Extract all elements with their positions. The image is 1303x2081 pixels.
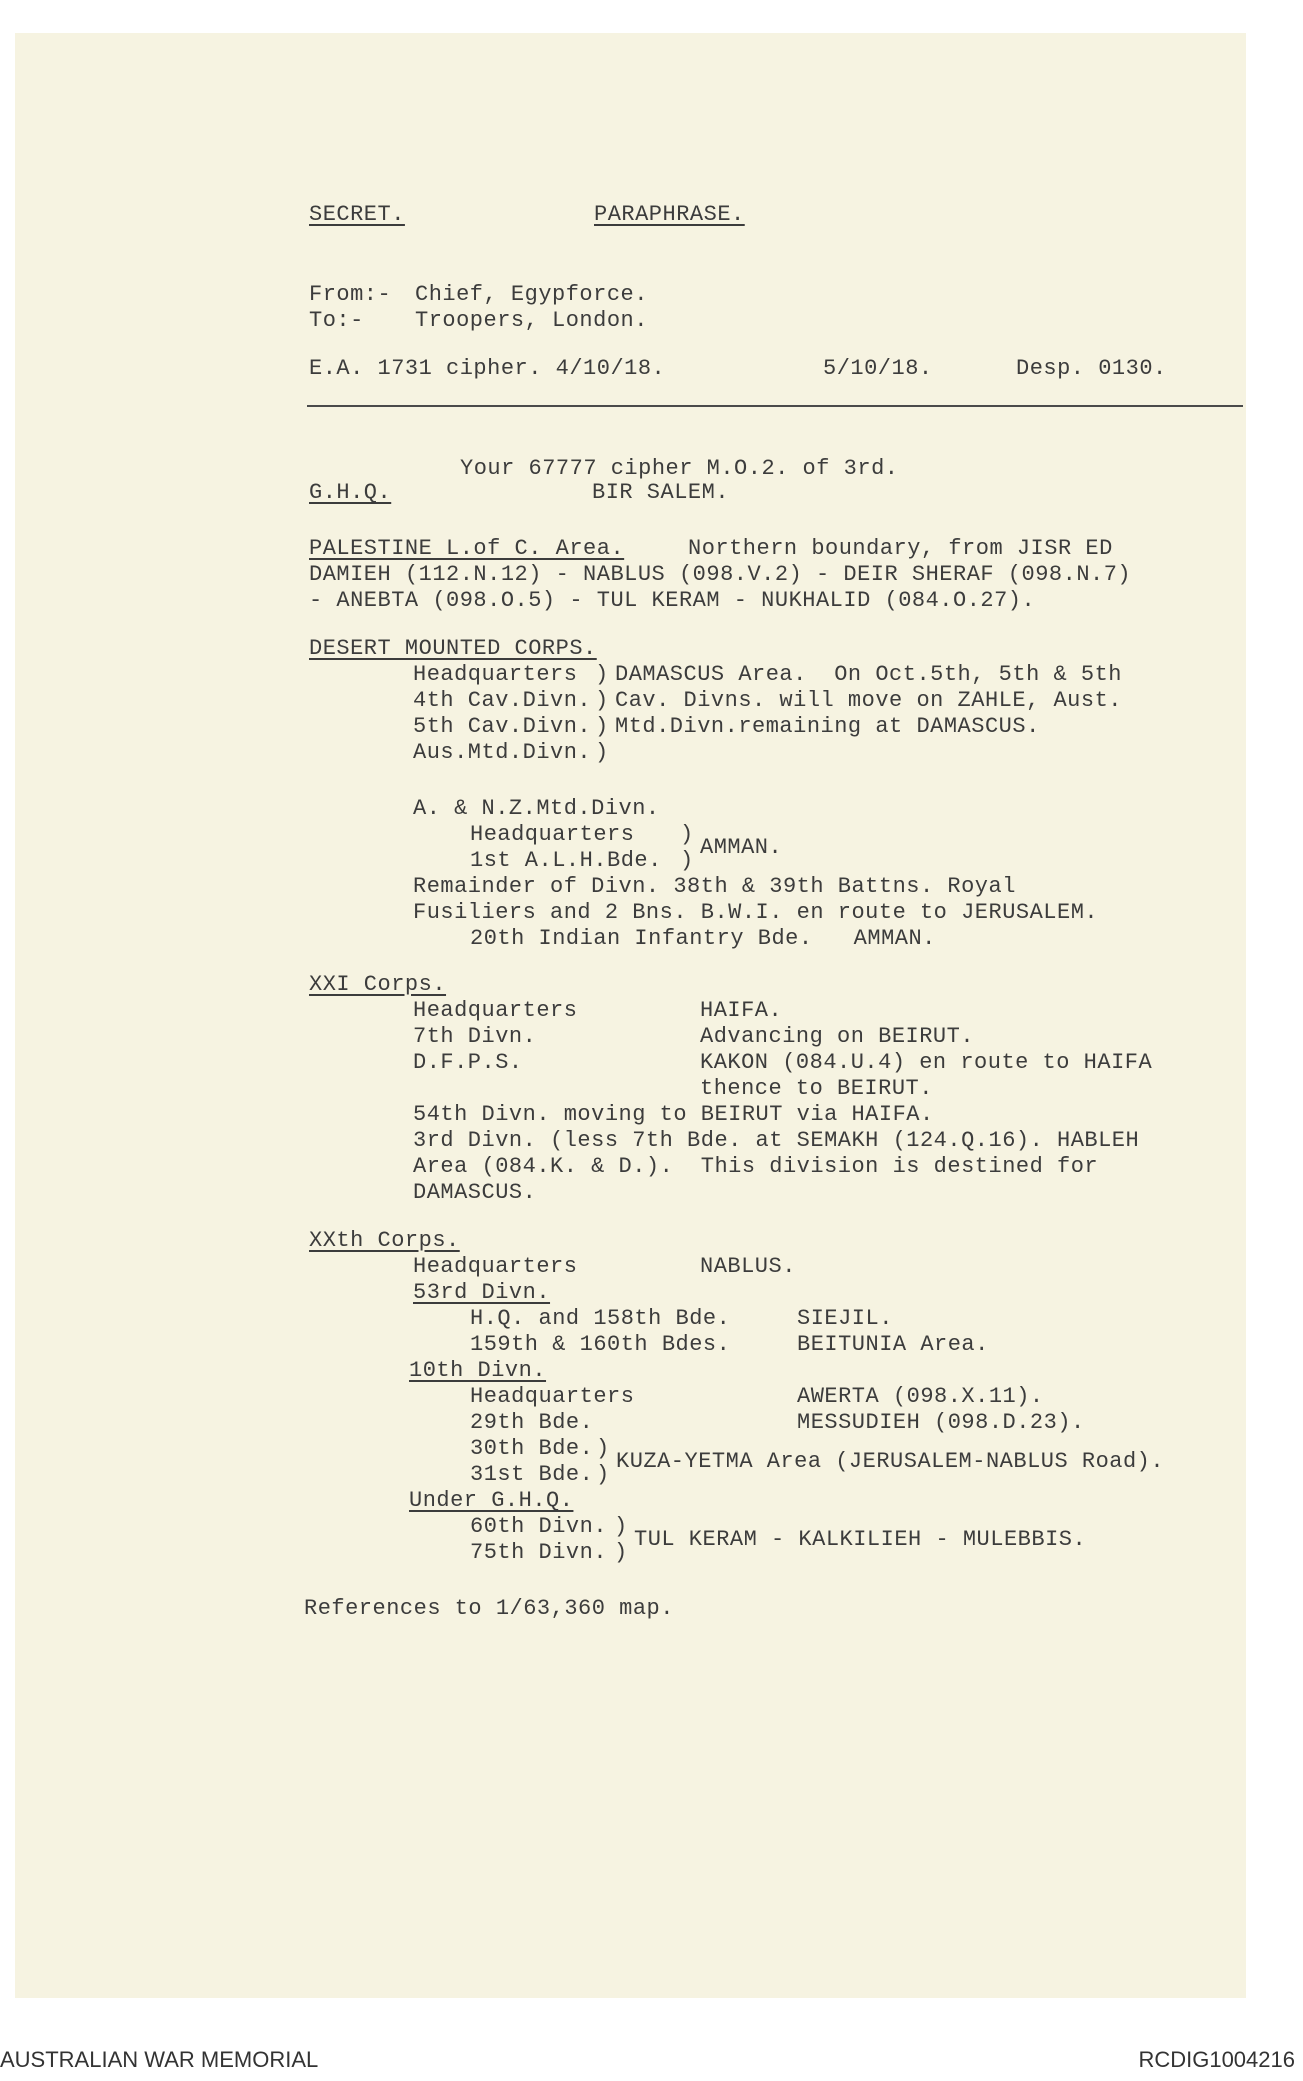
anz-location: AMMAN. [700, 835, 783, 860]
from-value: Chief, Egypforce. [415, 282, 648, 307]
dmc-label: DESERT MOUNTED CORPS. [309, 636, 597, 661]
xxi-thence: thence to BEIRUT. [700, 1076, 933, 1101]
div10-unit: Headquarters [470, 1384, 635, 1409]
dmc-unit: 5th Cav.Divn. [413, 714, 592, 739]
intro-line: Your 67777 cipher M.O.2. of 3rd. [460, 456, 899, 481]
div10-bde-31: 31st Bde. [470, 1462, 594, 1487]
div10-location: MESSUDIEH (098.D.23). [797, 1410, 1085, 1435]
footer-source: AUSTRALIAN WAR MEMORIAL [0, 2047, 319, 2072]
palestine-line-2: DAMIEH (112.N.12) - NABLUS (098.V.2) - DEIR SHERAF (098.N.7) [309, 562, 1132, 587]
div10-unit: 29th Bde. [470, 1410, 594, 1435]
div10-bde-30: 30th Bde. [470, 1436, 594, 1461]
xxi-status: HAIFA. [700, 998, 783, 1023]
brace-mark: ) ) [596, 1436, 610, 1487]
palestine-label: PALESTINE L.of C. Area. [309, 536, 625, 561]
xxi-label: XXI Corps. [309, 972, 447, 997]
palestine-line-3: - ANEBTA (098.O.5) - TUL KERAM - NUKHALID (084.O.27). [309, 588, 1036, 613]
brace-mark: ) ) [680, 822, 694, 873]
anz-unit: Headquarters [470, 822, 635, 847]
ghq-div60: 60th Divn. [470, 1514, 608, 1539]
anz-title: A. & N.Z.Mtd.Divn. [413, 796, 660, 821]
brace-mark: ) ) ) ) [595, 662, 609, 765]
xxi-div3-line-1: 3rd Divn. (less 7th Bde. at SEMAKH (124.Q.16). HABLEH [413, 1128, 1140, 1153]
paraphrase-heading: PARAPHRASE. [594, 202, 745, 227]
dmc-remainder-1: Remainder of Divn. 38th & 39th Battns. Royal [413, 874, 1016, 899]
palestine-line-1: Northern boundary, from JISR ED [688, 536, 1113, 561]
footer-identifier: RCDIG1004216 [1138, 2047, 1295, 2072]
dmc-note: Cav. Divns. will move on ZAHLE, Aust. [615, 688, 1122, 713]
xx-hq-unit: Headquarters [413, 1254, 578, 1279]
dmc-remainder-2: Fusiliers and 2 Bns. B.W.I. en route to JERUSALEM. [413, 900, 1099, 925]
div53-unit: 159th & 160th Bdes. [470, 1332, 731, 1357]
cipher-reference: E.A. 1731 cipher. 4/10/18. [309, 356, 666, 381]
dmc-unit: Headquarters [413, 662, 578, 687]
dmc-note: Mtd.Divn.remaining at DAMASCUS. [615, 714, 1040, 739]
div53-location: BEITUNIA Area. [797, 1332, 989, 1357]
ghq-divisions-location: TUL KERAM - KALKILIEH - MULEBBIS. [634, 1527, 1087, 1552]
div10-bde-location: KUZA-YETMA Area (JERUSALEM-NABLUS Road). [616, 1449, 1165, 1474]
despatch-number: Desp. 0130. [1016, 356, 1167, 381]
div10-location: AWERTA (098.X.11). [797, 1384, 1044, 1409]
dmc-unit: 4th Cav.Divn. [413, 688, 592, 713]
dmc-unit: Aus.Mtd.Divn. [413, 740, 592, 765]
indian-brigade: 20th Indian Infantry Bde. AMMAN. [470, 926, 936, 951]
xxi-status: KAKON (084.U.4) en route to HAIFA [700, 1050, 1153, 1075]
ghq-label: G.H.Q. [309, 480, 392, 505]
xxi-unit: Headquarters [413, 998, 578, 1023]
xxi-status: Advancing on BEIRUT. [700, 1024, 975, 1049]
to-label: To:- [309, 308, 364, 333]
xxi-unit: D.F.P.S. [413, 1050, 523, 1075]
xxi-unit: 7th Divn. [413, 1024, 537, 1049]
header-rule [307, 405, 1243, 407]
div53-unit: H.Q. and 158th Bde. [470, 1306, 731, 1331]
xxi-div54: 54th Divn. moving to BEIRUT via HAIFA. [413, 1102, 934, 1127]
div10-label: 10th Divn. [409, 1358, 547, 1383]
from-label: From:- [309, 282, 392, 307]
brace-mark: ) ) [614, 1514, 628, 1565]
message-date: 5/10/18. [823, 356, 933, 381]
map-reference: References to 1/63,360 map. [304, 1596, 674, 1621]
ghq-div75: 75th Divn. [470, 1540, 608, 1565]
xx-label: XXth Corps. [309, 1228, 460, 1253]
xxi-div3-line-2: Area (084.K. & D.). This division is destined for [413, 1154, 1099, 1179]
anz-unit: 1st A.L.H.Bde. [470, 848, 662, 873]
classification-heading: SECRET. [309, 202, 405, 227]
ghq-location: BIR SALEM. [592, 480, 730, 505]
dmc-note: DAMASCUS Area. On Oct.5th, 5th & 5th [615, 662, 1122, 687]
under-ghq-label: Under G.H.Q. [409, 1488, 574, 1513]
div53-label: 53rd Divn. [413, 1280, 551, 1305]
xx-hq-location: NABLUS. [700, 1254, 796, 1279]
div53-location: SIEJIL. [797, 1306, 893, 1331]
to-value: Troopers, London. [415, 308, 648, 333]
xxi-div3-line-3: DAMASCUS. [413, 1180, 537, 1205]
